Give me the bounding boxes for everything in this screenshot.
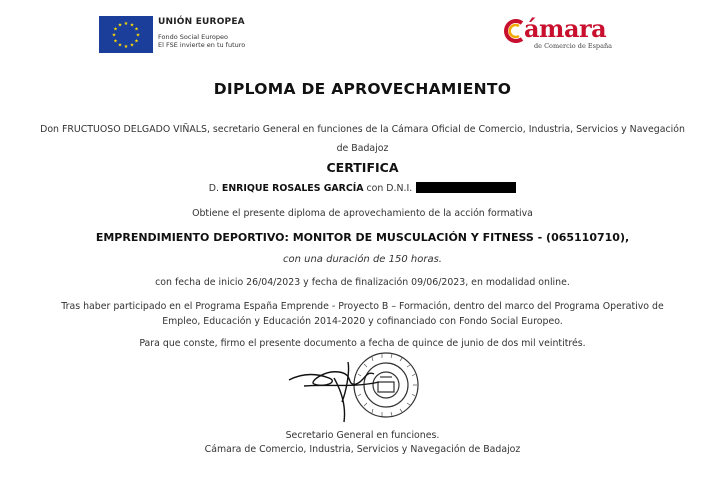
svg-text:★: ★: [117, 42, 123, 49]
svg-text:★: ★: [111, 32, 117, 39]
svg-text:★: ★: [134, 26, 139, 33]
intro-line-2: de Badajoz: [336, 143, 389, 154]
eu-flag-logo: [99, 16, 153, 53]
svg-text:★: ★: [123, 44, 129, 50]
program-line-1: Tras haber participado en el Programa España Emprende - Proyecto B – Formación, dentro del marco del Programa Operativo de: [61, 301, 664, 312]
eu-fund-name: Fondo Social Europeo: [158, 33, 228, 41]
diploma-title: DIPLOMA DE APROVECHAMIENTO: [213, 80, 512, 98]
eu-title: UNIÓN EUROPEA: [158, 17, 245, 27]
recipient-prefix: D.: [208, 183, 219, 194]
eu-motto: El FSE invierte en tu futuro: [158, 41, 246, 49]
svg-text:★: ★: [113, 38, 118, 45]
svg-text:★: ★: [134, 38, 139, 45]
signature-stamp-image: [284, 352, 434, 427]
recipient-name: ENRIQUE ROSALES GARCÍA: [221, 183, 364, 194]
camara-subtitle: de Comercio de España: [534, 42, 613, 50]
camara-wordmark: ámara: [524, 14, 607, 43]
camara-c-mark-icon: [504, 18, 526, 44]
svg-text:★: ★: [129, 22, 135, 29]
recipient-id-label: con D.N.I.: [366, 183, 413, 194]
certifica-heading: CERTIFICA: [326, 160, 399, 175]
course-line: [0, 231, 725, 244]
course-name: EMPRENDIMIENTO DEPORTIVO: MONITOR DE MUSCULACIÓN Y FITNESS - (065110710): [95, 231, 625, 244]
program-line-2: Empleo, Educación y Educación 2014-2020 y cofinanciado con Fondo Social Europeo.: [162, 316, 563, 327]
closing-line: Para que conste, firmo el presente documento a fecha de quince de junio de dos mil veintitrés.: [139, 338, 586, 349]
camara-logo: [504, 14, 624, 56]
svg-text:★: ★: [135, 32, 141, 39]
duration-line: con una duración de 150 horas.: [283, 254, 442, 265]
recipient-line: [0, 182, 725, 194]
dates-line: con fecha de inicio 26/04/2023 y fecha de finalización 09/06/2023, en modalidad online.: [155, 277, 570, 288]
eu-logo-text: [158, 17, 245, 49]
course-comma: ,: [624, 231, 630, 244]
signer-organization: Cámara de Comercio, Industria, Servicios y Navegación de Badajoz: [204, 444, 521, 455]
svg-text:★: ★: [129, 42, 135, 49]
svg-text:★: ★: [113, 26, 118, 33]
signer-title: Secretario General en funciones.: [285, 430, 440, 441]
obtains-line: Obtiene el presente diploma de aprovechamiento de la acción formativa: [192, 208, 533, 219]
svg-text:★: ★: [123, 21, 129, 27]
intro-line-1: Don FRUCTUOSO DELGADO VIÑALS, secretario General en funciones de la Cámara Oficial de Comercio, Industria, Servicios y Navegación: [40, 124, 685, 135]
redacted-id: [416, 182, 516, 193]
svg-text:★: ★: [117, 22, 123, 29]
